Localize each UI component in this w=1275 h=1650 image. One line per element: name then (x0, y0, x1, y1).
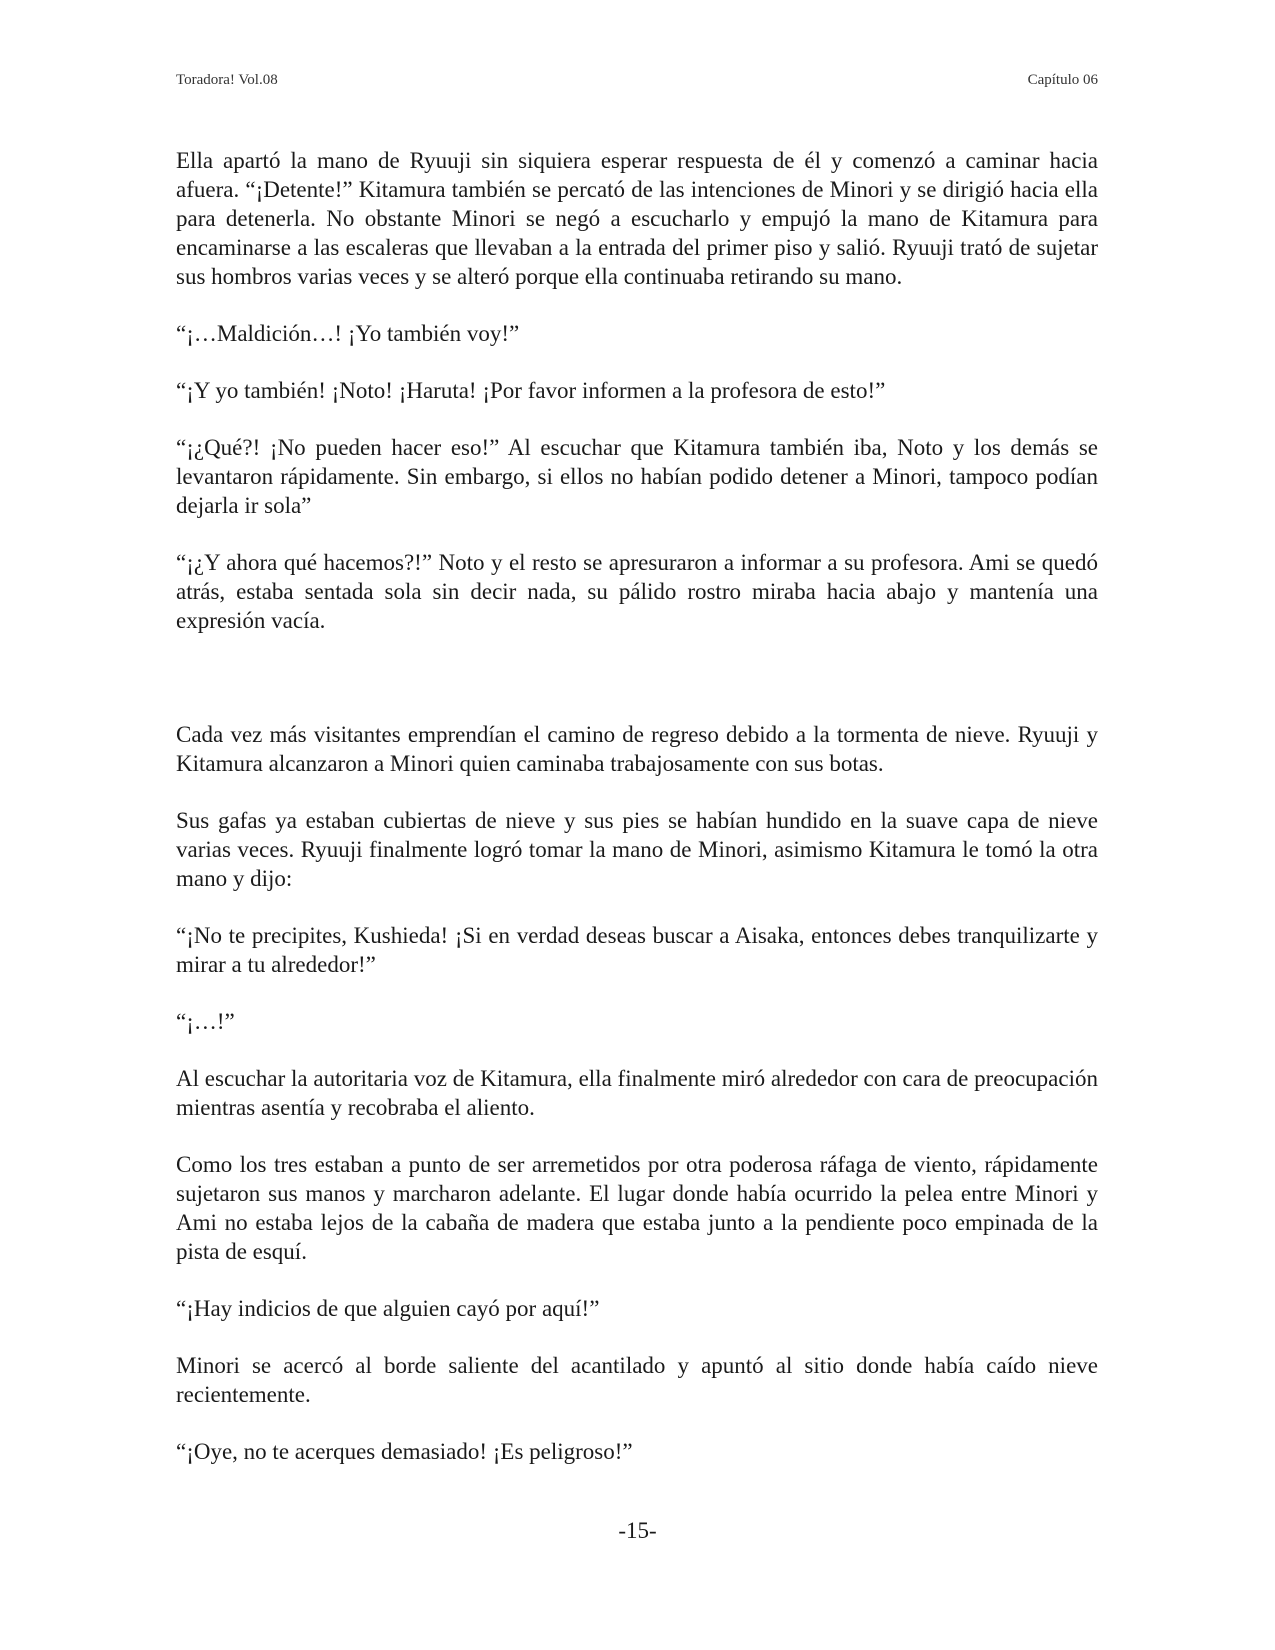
paragraph: “¡Oye, no te acerques demasiado! ¡Es peligroso!” (176, 1439, 633, 1464)
paragraph: Minori se acercó al borde saliente del acantilado y apuntó al sitio donde había caído nieve recientemente. (176, 1353, 1098, 1407)
paragraph: “¡¿Qué?! ¡No pueden hacer eso!” Al escuchar que Kitamura también iba, Noto y los demás se levantaron rápidamente. Sin embargo, si ellos no habían podido detener a Minori, tampoco podían dejarla ir sola” (176, 435, 1098, 518)
paragraph: Al escuchar la autoritaria voz de Kitamura, ella finalmente miró alrededor con cara de preocupación mientras asentía y recobraba el aliento. (176, 1066, 1098, 1120)
paragraph: “¡Y yo también! ¡Noto! ¡Haruta! ¡Por favor informen a la profesora de esto!” (176, 378, 886, 403)
paragraph: Cada vez más visitantes emprendían el camino de regreso debido a la tormenta de nieve. Ryuuji y Kitamura alcanzaron a Minori quien caminaba trabajosamente con sus botas. (176, 722, 1098, 776)
header-book-title: Toradora! Vol.08 (176, 72, 278, 88)
page-body (176, 146, 1098, 1494)
paragraph: Sus gafas ya estaban cubiertas de nieve y sus pies se habían hundido en la suave capa de nieve varias veces. Ryuuji finalmente logró tomar la mano de Minori, asimismo Kitamura le tomó la otra mano y dijo: (176, 808, 1098, 891)
paragraph: “¡¿Y ahora qué hacemos?!” Noto y el resto se apresuraron a informar a su profesora. Ami se quedó atrás, estaba sentada sola sin decir nada, su pálido rostro miraba hacia abajo y mantenía una expresión vacía. (176, 550, 1098, 633)
paragraph: “¡No te precipites, Kushieda! ¡Si en verdad deseas buscar a Aisaka, entonces debes tranquilizarte y mirar a tu alrededor!” (176, 923, 1098, 977)
section-break (176, 663, 1098, 720)
page-number: -15- (618, 1518, 657, 1543)
paragraph: “¡…Maldición…! ¡Yo también voy!” (176, 321, 520, 346)
paragraph: “¡…!” (176, 1009, 235, 1034)
paragraph: Como los tres estaban a punto de ser arremetidos por otra poderosa ráfaga de viento, rápidamente sujetaron sus manos y marcharon adelante. El lugar donde había ocurrido la pelea entre Minori y Ami no estaba lejos de la cabaña de madera que estaba junto a la pendiente poco empinada de la pista de esquí. (176, 1152, 1098, 1264)
paragraph: “¡Hay indicios de que alguien cayó por aquí!” (176, 1296, 600, 1321)
header-chapter: Capítulo 06 (1027, 72, 1098, 88)
page-header (176, 72, 1098, 89)
paragraph: Ella apartó la mano de Ryuuji sin siquiera esperar respuesta de él y comenzó a caminar hacia afuera. “¡Detente!” Kitamura también se percató de las intenciones de Minori y se dirigió hacia ella para detenerla. No obstante Minori se negó a escucharlo y empujó la mano de Kitamura para encaminarse a las escaleras que llevaban a la entrada del primer piso y salió. Ryuuji trató de sujetar sus hombros varias veces y se alteró porque ella continuaba retirando su mano. (176, 148, 1098, 289)
